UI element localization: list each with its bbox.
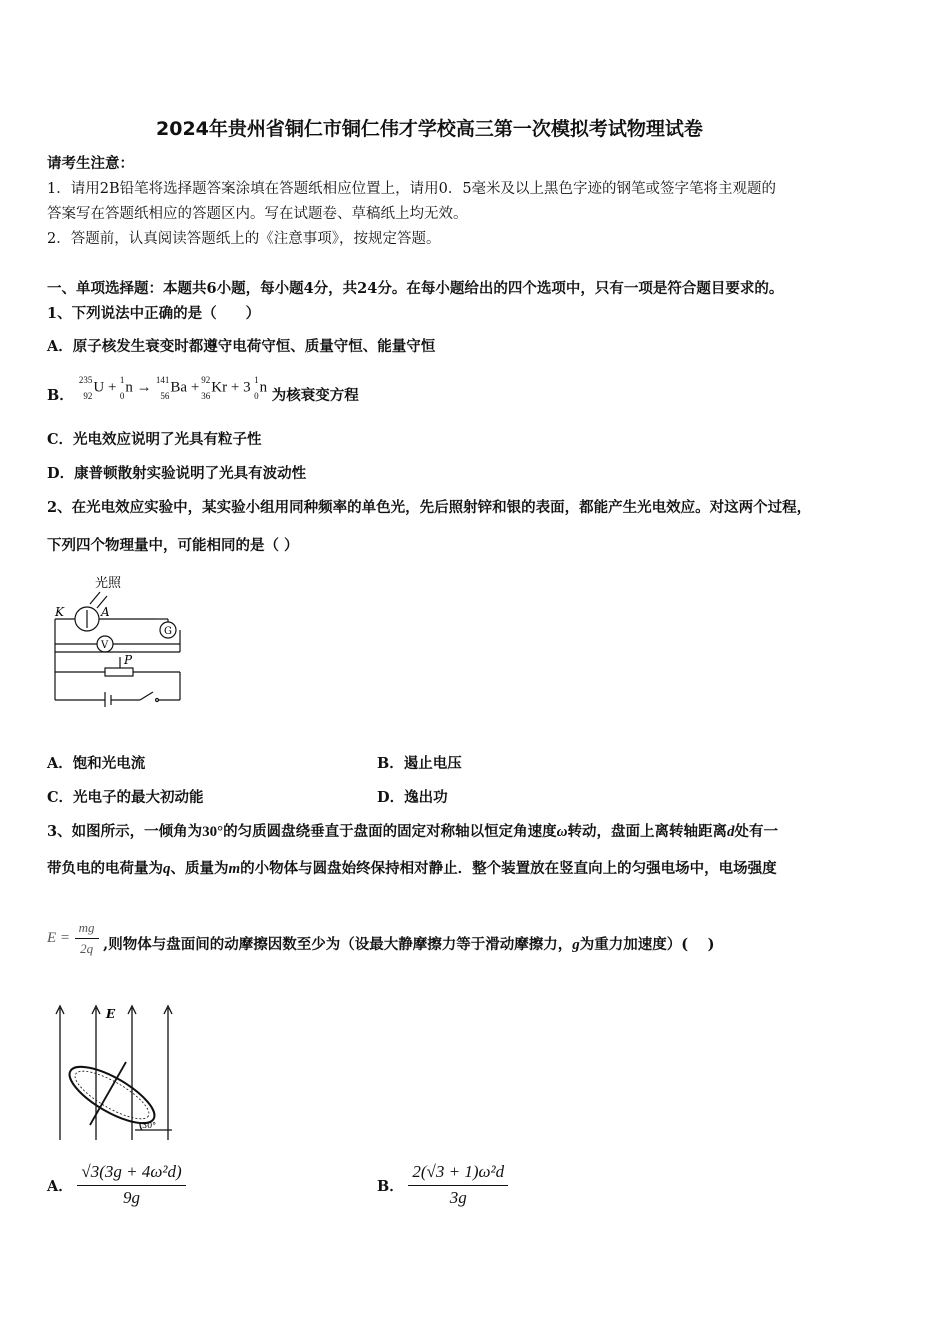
field-strength-fraction: $\frac{mg}{2q}$ bbox=[75, 920, 99, 957]
q2-stem-line-1: 2、在光电效应实验中，某实验小组用同种频率的单色光，先后照射锌和银的表面，都能产生光电效应。对这两个过程， bbox=[47, 499, 812, 516]
notice-line-2: 答案写在答题纸相应的答题区内。写在试题卷、草稿纸上均无效。 bbox=[47, 206, 468, 222]
q3-option-b: B． $\frac{\text{2(√3 + 1)ω²d}}{3g}$ bbox=[377, 1162, 508, 1208]
q2-option-b: B．遏止电压 bbox=[377, 755, 462, 772]
fig-a-label: A bbox=[101, 605, 110, 619]
q3-stem-line-3: E = $\frac{mg}{2q}$ ,则物体与盘面间的动摩擦因数至少为（设最大静摩擦力等于滑动摩擦力，g为重力加速度）( ) bbox=[47, 920, 715, 956]
photoelectric-circuit-diagram bbox=[45, 572, 195, 707]
fig-p-label: P bbox=[124, 653, 133, 667]
notice-heading: 请考生注意： bbox=[47, 155, 134, 172]
fig-g-label: G bbox=[164, 626, 172, 637]
q2-option-c: C．光电子的最大初动能 bbox=[47, 789, 204, 806]
q2-option-a: A．饱和光电流 bbox=[47, 755, 146, 772]
q1-option-c: C．光电效应说明了光具有粒子性 bbox=[47, 431, 262, 448]
notice-line-3: 2．答题前，认真阅读答题纸上的《注意事项》，按规定答题。 bbox=[47, 231, 441, 247]
section-heading: 一、单项选择题：本题共6小题，每小题4分，共24分。在每小题给出的四个选项中，只有一项是符合题目要求的。 bbox=[47, 280, 784, 297]
q3-stem-line-2: 带负电的电荷量为q、质量为m的小物体与圆盘始终保持相对静止．整个装置放在竖直向上的匀强电场中，电场强度 bbox=[47, 860, 777, 877]
q3-option-a-fraction: $\frac{\text{√3(3g + 4ω²d)}}{9g}$ bbox=[77, 1162, 185, 1208]
fig-k-label: K bbox=[55, 605, 64, 619]
fig-angle-label: 30° bbox=[142, 1121, 157, 1130]
nuclear-equation: 235 92 U + 1 0 n → 141 56 Ba + 92 36 Kr + 3 1 0 n bbox=[78, 374, 268, 401]
q1-option-b-suffix: 为核衰变方程 bbox=[271, 387, 359, 404]
q2-option-d: D．逸出功 bbox=[377, 789, 448, 806]
fig-e-label: E bbox=[106, 1007, 116, 1021]
q1-option-b-label: B． bbox=[47, 387, 74, 404]
q1-option-d: D．康普顿散射实验说明了光具有波动性 bbox=[47, 465, 307, 482]
fig-v-label: V bbox=[101, 640, 109, 651]
q1-stem: 1、下列说法中正确的是（ ） bbox=[47, 305, 261, 322]
fig-light-label: 光照 bbox=[95, 576, 122, 591]
q3-stem-line-1: 3、如图所示，一倾角为30°的匀质圆盘绕垂直于盘面的固定对称轴以恒定角速度ω转动，盘面上离转轴距离d处有一 bbox=[47, 823, 778, 840]
page-title: 2024年贵州省铜仁市铜仁伟才学校高三第一次模拟考试物理试卷 bbox=[156, 118, 703, 140]
q3-option-a: A． $\frac{\text{√3(3g + 4ω²d)}}{9g}$ bbox=[47, 1162, 186, 1208]
rotating-disk-field-diagram bbox=[50, 1000, 180, 1145]
q1-option-b bbox=[47, 370, 359, 404]
notice-line-1: 1．请用2B铅笔将选择题答案涂填在答题纸相应位置上，请用0．5毫米及以上黑色字迹的钢笔或签字笔将主观题的 bbox=[47, 181, 777, 197]
q1-option-a: A．原子核发生衰变时都遵守电荷守恒、质量守恒、能量守恒 bbox=[47, 338, 436, 355]
q3-option-b-fraction: $\frac{\text{2(√3 + 1)ω²d}}{3g}$ bbox=[408, 1162, 508, 1208]
q2-stem-line-2: 下列四个物理量中，可能相同的是（ ） bbox=[47, 537, 299, 554]
